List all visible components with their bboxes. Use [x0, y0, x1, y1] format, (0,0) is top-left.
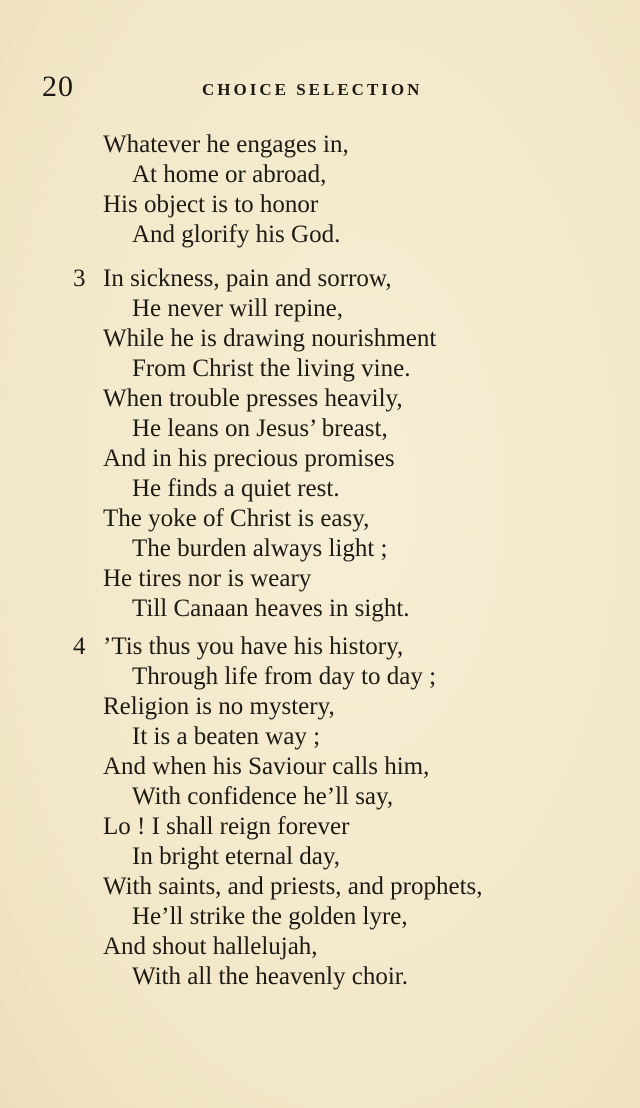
- verse-line: He tires nor is weary: [103, 565, 312, 592]
- stanza-number: 4: [73, 633, 86, 660]
- verse-line: It is a beaten way ;: [132, 723, 321, 750]
- verse-line: Through life from day to day ;: [132, 663, 437, 690]
- verse-line: In sickness, pain and sorrow,: [103, 265, 392, 292]
- stanza-number: 3: [73, 265, 86, 292]
- page-number: 20: [42, 70, 74, 103]
- verse-line: From Christ the living vine.: [132, 355, 411, 382]
- verse-line: And glorify his God.: [132, 221, 341, 248]
- running-head: CHOICE SELECTION: [202, 80, 423, 99]
- verse-line: He never will repine,: [132, 295, 344, 322]
- verse-line: The yoke of Christ is easy,: [103, 505, 370, 532]
- verse-line: While he is drawing nourishment: [103, 325, 437, 352]
- verse-line: With saints, and priests, and prophets,: [103, 873, 483, 900]
- verse-line: And when his Saviour calls him,: [103, 753, 430, 780]
- verse-line: The burden always light ;: [132, 535, 388, 562]
- verse-line: He finds a quiet rest.: [132, 475, 340, 502]
- verse-line: Whatever he engages in,: [103, 131, 349, 158]
- verse-line: And in his precious promises: [103, 445, 395, 472]
- verse-line: His object is to honor: [103, 191, 319, 218]
- verse-line: At home or abroad,: [132, 161, 327, 188]
- verse-line: And shout hallelujah,: [103, 933, 318, 960]
- verse-line: With all the heavenly choir.: [132, 963, 408, 990]
- verse-line: Religion is no mystery,: [103, 693, 335, 720]
- verse-line: In bright eternal day,: [132, 843, 341, 870]
- verse-line: He leans on Jesus’ breast,: [132, 415, 388, 442]
- verse-line: Lo ! I shall reign forever: [103, 813, 350, 840]
- verse-line: ’Tis thus you have his history,: [103, 633, 404, 660]
- verse-line: With confidence he’ll say,: [132, 783, 394, 810]
- verse-line: He’ll strike the golden lyre,: [132, 903, 408, 930]
- page-header: [42, 70, 600, 110]
- verse-line: Till Canaan heaves in sight.: [132, 595, 410, 622]
- verse-line: When trouble presses heavily,: [103, 385, 403, 412]
